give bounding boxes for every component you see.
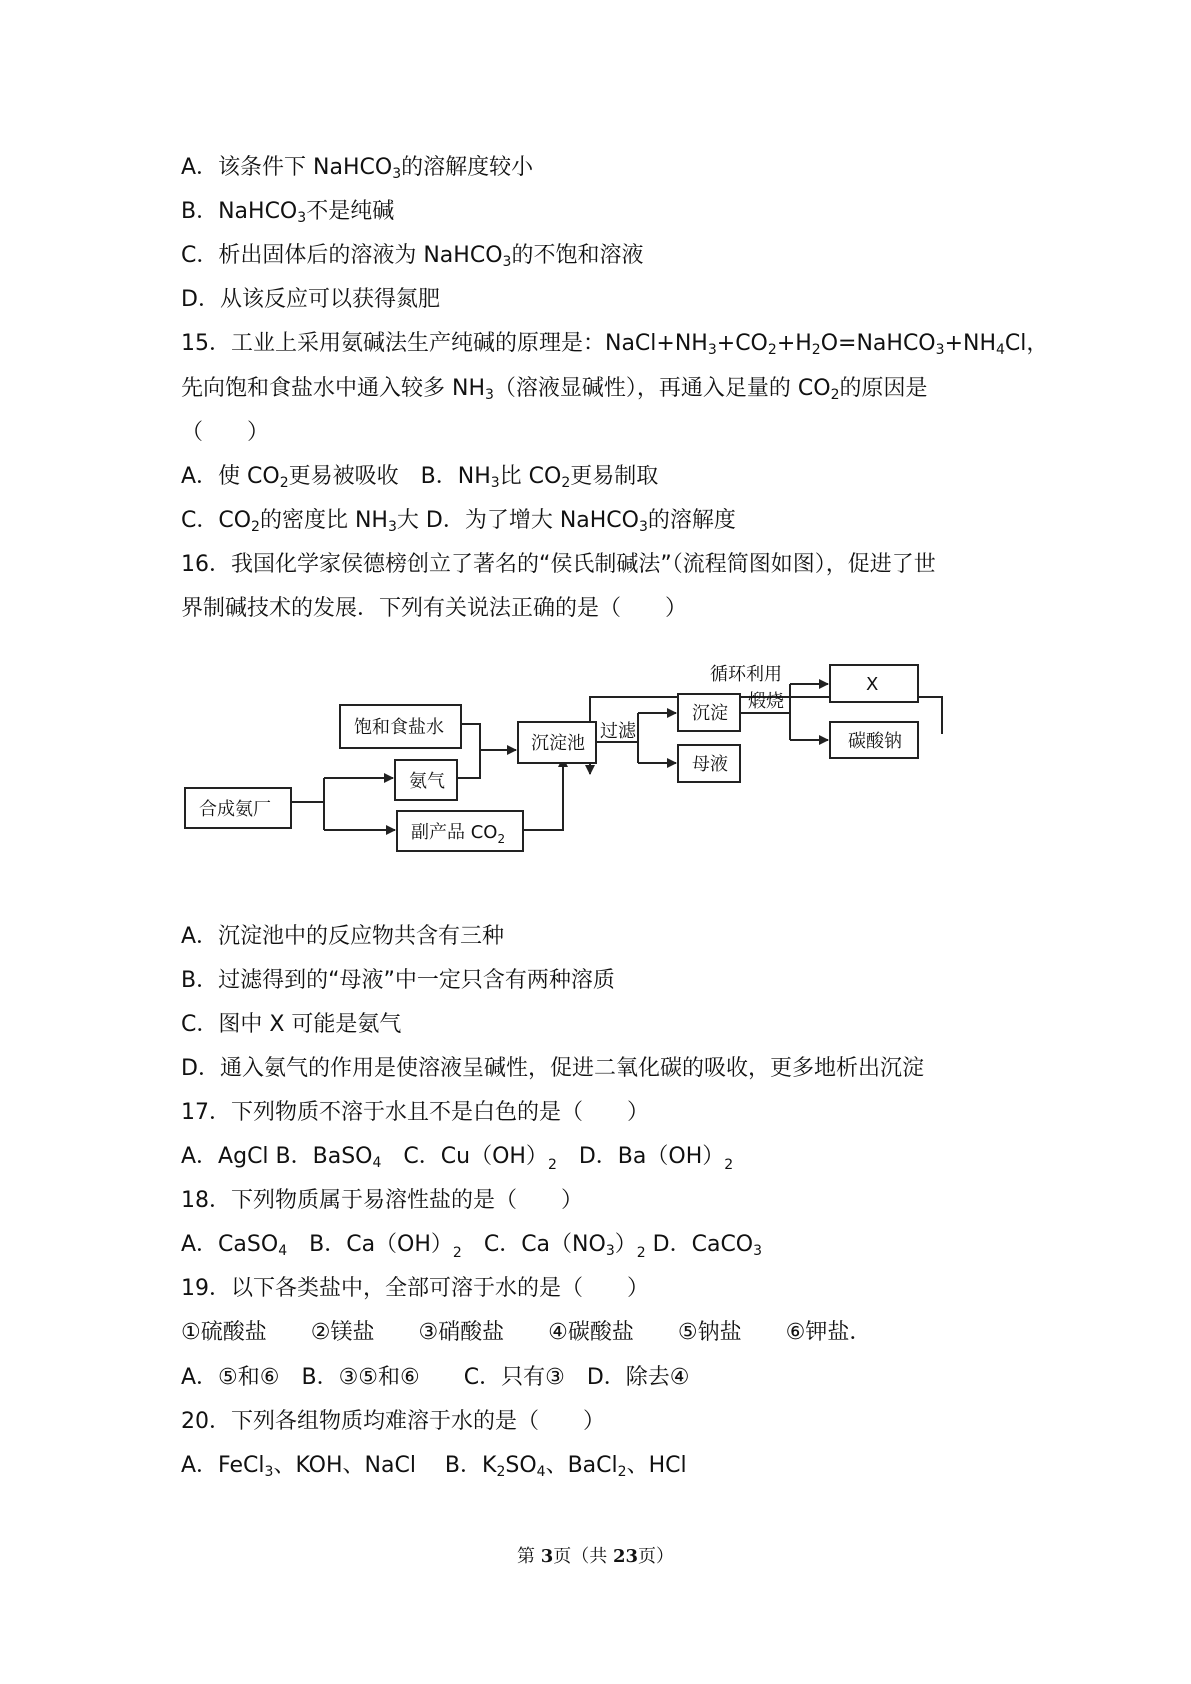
q17-options: A．AgCl B．BaSO$_4$ C．$Cu(OH)_2$ D．$Ba(OH)_2$ xyxy=(181,1144,734,1173)
q14-option-d: D．从该反应可以获得氮肥 xyxy=(181,287,440,312)
q17-stem: 17．下列物质不溶于水且不是白色的是（ ） xyxy=(181,1100,649,1125)
q16-stem-line1: 16．我国化学家侯德榜创立了著名的“侯氏制碱法”（流程简图如图），促进了世 xyxy=(181,552,936,577)
precipitate-label: 沉淀 xyxy=(692,703,728,724)
q16-option-a: A．沉淀池中的反应物共含有三种 xyxy=(181,924,505,949)
saturated-brine-label: 饱和食盐水 xyxy=(354,717,444,738)
filter-label: 过滤 xyxy=(600,721,636,742)
q19-options: A．⑤和⑥ B．③⑤和⑥ C．只有③ D．除去④ xyxy=(181,1365,690,1390)
q19-stem: 19．以下各类盐中，全部可溶于水的是（ ） xyxy=(181,1276,649,1301)
q16-option-b: B．过滤得到的“母液”中一定只含有两种溶质 xyxy=(181,968,615,993)
co2-to-tank-arrow xyxy=(523,758,563,830)
page-footer: 第 3页（共 23页） xyxy=(516,1546,675,1567)
ammonia-label: 氨气 xyxy=(409,771,445,792)
q15-options-ab: A．使 $CO_2$更易被吸收 B．$NH_3$比 $CO_2$更易制取 xyxy=(181,464,659,491)
recycle-label: 循环利用 xyxy=(710,664,782,685)
q19-items: ①硫酸盐 ②镁盐 ③硝酸盐 ④碳酸盐 ⑤钠盐 ⑥钾盐． xyxy=(181,1320,872,1345)
q16-stem-line2: 界制碱技术的发展．下列有关说法正确的是（ ） xyxy=(181,596,688,621)
q16-option-c: C．图中 X 可能是氨气 xyxy=(181,1012,402,1037)
sodium-carbonate-label: 碳酸钠 xyxy=(848,731,902,752)
q14-option-b: B．NaHCO$_3$不是纯碱 xyxy=(181,199,395,226)
q16-option-d: D．通入氨气的作用是使溶液呈碱性，促进二氧化碳的吸收，更多地析出沉淀 xyxy=(181,1056,924,1081)
q18-options: A．CaSO$_4$ B．$Ca(OH)_2$ C．$Ca(NO_3)_2$ D．CaCO$_3$ xyxy=(181,1232,763,1261)
mother-liquor-label: 母液 xyxy=(692,754,728,775)
x-label: X xyxy=(866,674,879,695)
q20-options: A．FeCl$_3$、KOH、NaCl B．$K_2SO_4$、BaCl$_2$、HCl xyxy=(181,1453,687,1480)
precipitation-tank-label: 沉淀池 xyxy=(531,733,585,754)
hou-process-flowchart xyxy=(180,652,1010,922)
calcine-label: 煅烧 xyxy=(748,691,784,712)
q15-stem-line2: 先向饱和食盐水中通入较多 $NH_3$（溶液显碱性），再通入足量的 $CO_2$的原因是 xyxy=(181,376,928,403)
q14-option-a: A．该条件下 NaHCO$_3$的溶解度较小 xyxy=(181,155,534,182)
q15-stem-line1: 15．工业上采用氨碱法生产纯碱的原理是：$NaCl+NH_3+CO_2+H_2O=NaHCO_3+NH_4Cl$， xyxy=(181,331,1049,358)
ammonia-plant-label: 合成氨厂 xyxy=(199,799,271,820)
q15-stem-line3: （ ） xyxy=(181,420,270,445)
q18-stem: 18．下列物质属于易溶性盐的是（ ） xyxy=(181,1188,583,1213)
byproduct-co2-label: 副产品 $CO_2$ xyxy=(411,822,506,846)
q14-option-c: C．析出固体后的溶液为 NaHCO$_3$的不饱和溶液 xyxy=(181,243,644,270)
q15-options-cd: C．$CO_2$的密度比 $NH_3$大 D．为了增大 NaHCO$_3$的溶解度 xyxy=(181,508,736,535)
q20-stem: 20．下列各组物质均难溶于水的是（ ） xyxy=(181,1409,605,1434)
